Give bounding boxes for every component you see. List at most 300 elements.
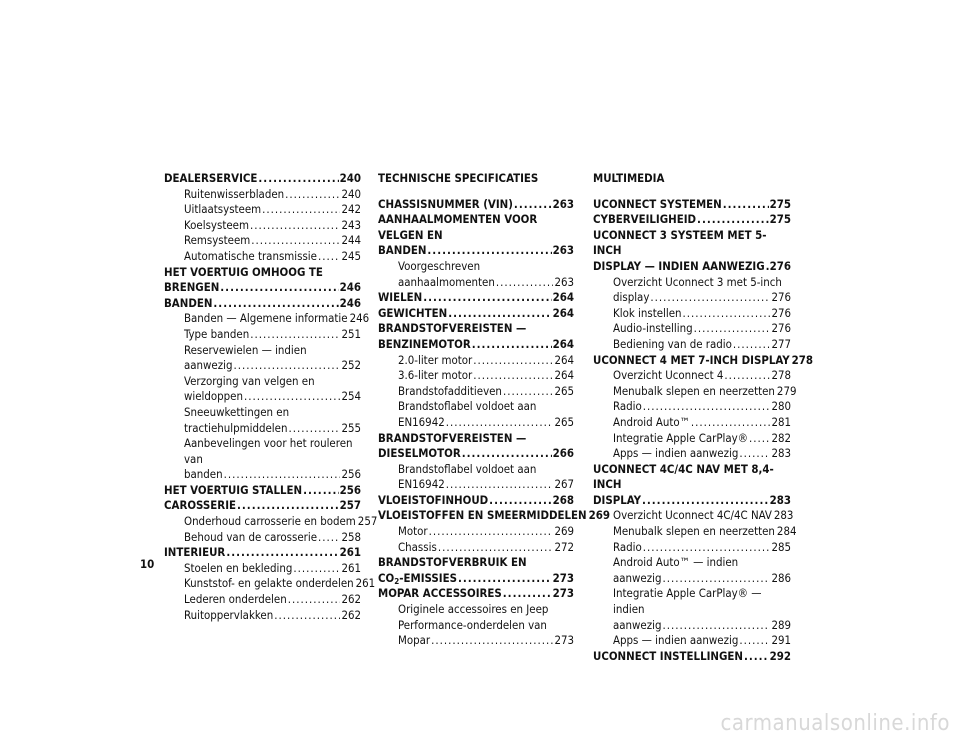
toc-subsection[interactable] bbox=[593, 555, 791, 586]
column-heading: TECHNISCHE SPECIFICATIES bbox=[378, 171, 539, 185]
toc-entry-title bbox=[164, 171, 257, 187]
toc-section[interactable] bbox=[593, 212, 791, 228]
watermark: carmanualsonline.info bbox=[720, 711, 950, 736]
toc-entry-title-text: Ruitenwisserbladen bbox=[184, 186, 285, 201]
dot-leader bbox=[503, 586, 552, 602]
page-ref: 255 bbox=[341, 420, 361, 435]
page-ref: 245 bbox=[341, 248, 361, 263]
toc-entry-title-line: HET VOERTUIG OMHOOG TE bbox=[164, 264, 323, 279]
toc-subsection[interactable] bbox=[164, 374, 361, 405]
dot-leader bbox=[431, 633, 553, 649]
toc-entry-row bbox=[184, 202, 361, 218]
toc-entry-title bbox=[378, 446, 461, 462]
toc-entry-title-line: UCONNECT 4C/4C NAV MET 8,4-INCH bbox=[593, 461, 774, 492]
dot-leader bbox=[724, 368, 770, 384]
toc-entry-title-text: Android Auto™ bbox=[613, 414, 690, 429]
page-ref: 246 bbox=[349, 311, 370, 326]
page-number: 10 bbox=[140, 557, 155, 571]
toc-section[interactable] bbox=[164, 265, 361, 296]
toc-entry-title bbox=[378, 508, 587, 524]
dot-leader bbox=[220, 280, 338, 296]
toc-entry-row bbox=[184, 358, 361, 374]
toc-entry-row bbox=[398, 477, 574, 493]
toc-entry-title bbox=[184, 311, 348, 327]
toc-entry-row bbox=[164, 483, 361, 499]
toc-entry-title-text: Ruitoppervlakken bbox=[184, 607, 274, 622]
toc-entry-title-text: BANDEN bbox=[164, 295, 213, 310]
toc-subsection[interactable] bbox=[378, 399, 574, 430]
toc-subsection[interactable] bbox=[164, 561, 361, 577]
toc-subsection[interactable] bbox=[378, 524, 574, 540]
page-ref: 264 bbox=[554, 352, 574, 367]
toc-entry-row bbox=[613, 306, 791, 322]
page-ref: 278 bbox=[771, 368, 791, 383]
page-ref: 263 bbox=[554, 274, 574, 289]
toc-entry-title-text: Apps — indien aanwezig bbox=[613, 446, 739, 461]
toc-entry-row bbox=[613, 571, 791, 587]
toc-entry-row bbox=[164, 498, 361, 514]
page-ref: 275 bbox=[769, 196, 791, 211]
toc-subsection[interactable] bbox=[378, 353, 574, 369]
toc-entry-title-text: Remsysteem bbox=[184, 233, 251, 248]
toc-entry-row bbox=[613, 618, 791, 634]
toc-section[interactable] bbox=[378, 586, 574, 602]
toc-subsection[interactable] bbox=[164, 576, 376, 592]
toc-entry-row bbox=[613, 383, 797, 400]
toc-entry-title-line: Sneeuwkettingen en bbox=[184, 404, 290, 419]
toc-entry-title bbox=[378, 493, 488, 509]
page-ref: 244 bbox=[341, 233, 361, 248]
toc-entry-title-text: Uitlaatsysteem bbox=[184, 202, 262, 217]
toc-subsection[interactable] bbox=[593, 399, 791, 415]
dot-leader bbox=[446, 415, 554, 431]
toc-entry-title-text: aanwezig bbox=[613, 617, 662, 632]
page-ref: 285 bbox=[771, 539, 791, 554]
page-ref: 242 bbox=[341, 202, 361, 217]
page-ref: 264 bbox=[552, 305, 574, 320]
toc-entry-row bbox=[184, 530, 361, 546]
toc-entry-row bbox=[613, 415, 791, 431]
toc-subsection[interactable] bbox=[164, 405, 361, 436]
toc-section[interactable] bbox=[593, 649, 791, 665]
toc-entry-row bbox=[613, 321, 791, 337]
toc-subsection[interactable] bbox=[593, 337, 791, 353]
dot-leader bbox=[766, 259, 769, 275]
toc-subsection[interactable] bbox=[164, 436, 361, 483]
toc-subsection[interactable] bbox=[164, 311, 370, 327]
dot-leader bbox=[473, 353, 553, 369]
toc-section[interactable] bbox=[378, 555, 574, 586]
toc-entry-title-text: -EMISSIES bbox=[399, 570, 457, 585]
toc-entry-title bbox=[184, 421, 287, 437]
toc-entry-row bbox=[593, 197, 791, 213]
toc-entry-title bbox=[184, 358, 232, 374]
toc-entry-title-text: Audio-instelling bbox=[613, 321, 693, 336]
toc-entry-title-text: Automatische transmissie bbox=[184, 248, 317, 263]
toc-entry-row bbox=[184, 592, 361, 608]
page-ref: 267 bbox=[554, 477, 574, 492]
toc-entry-title bbox=[184, 233, 250, 249]
page-ref: 266 bbox=[552, 446, 574, 461]
toc-entry-row bbox=[593, 212, 791, 228]
toc-entry-title-text: Motor bbox=[398, 524, 428, 539]
toc-entry-row bbox=[378, 508, 610, 524]
page-ref: 283 bbox=[773, 508, 794, 523]
toc-subsection[interactable] bbox=[593, 415, 791, 431]
toc-entry-title bbox=[613, 508, 772, 524]
toc-subsection[interactable] bbox=[164, 202, 361, 218]
toc-subsection[interactable] bbox=[593, 633, 791, 649]
toc-entry-title-line: Verzorging van velgen en bbox=[184, 373, 315, 388]
toc-entry-title-text: display bbox=[613, 290, 650, 305]
toc-entry-title-text: UCONNECT 4 MET 7-INCH DISPLAY bbox=[593, 352, 790, 367]
toc-subsection[interactable] bbox=[593, 383, 797, 400]
toc-entry-row bbox=[613, 399, 791, 415]
toc-entry-title-text: banden bbox=[184, 467, 223, 482]
toc-entry-title bbox=[613, 618, 661, 634]
page-ref: 273 bbox=[554, 633, 574, 648]
page-ref: 276 bbox=[771, 290, 791, 305]
page-ref: 263 bbox=[552, 243, 574, 258]
toc-entry-title-text: GEWICHTEN bbox=[378, 305, 448, 320]
toc-entry-title-text: Integratie Apple CarPlay® bbox=[613, 430, 748, 445]
toc-entry-title-text: MOPAR ACCESSOIRES bbox=[378, 586, 502, 601]
toc-entry-title-text: wieldoppen bbox=[184, 389, 243, 404]
toc-entry-title bbox=[593, 649, 743, 665]
dot-leader bbox=[683, 306, 771, 322]
toc-entry-row bbox=[398, 633, 574, 649]
toc-entry-title-text: Kunststof- en gelakte onderdelen bbox=[184, 576, 354, 591]
page-ref: 264 bbox=[554, 368, 574, 383]
toc-entry-title-text: Radio bbox=[613, 539, 642, 554]
dot-leader bbox=[642, 493, 769, 509]
toc-section[interactable] bbox=[164, 545, 361, 561]
dot-leader bbox=[288, 592, 341, 608]
page-ref: 283 bbox=[769, 492, 791, 507]
toc-subsection[interactable] bbox=[378, 368, 574, 384]
toc-entry-title bbox=[398, 368, 472, 384]
toc-subsection[interactable] bbox=[164, 187, 361, 203]
dot-leader bbox=[285, 187, 340, 203]
toc-entry-title-line: Reservewielen — indien bbox=[184, 342, 307, 357]
toc-section[interactable] bbox=[378, 493, 574, 509]
dot-leader bbox=[744, 649, 769, 665]
toc-entry-title bbox=[398, 353, 472, 369]
dot-leader bbox=[213, 296, 338, 312]
page-ref: 261 bbox=[355, 576, 376, 591]
toc-subsection[interactable] bbox=[593, 446, 791, 462]
toc-entry-row bbox=[184, 327, 361, 343]
toc-section[interactable] bbox=[164, 171, 361, 187]
toc-entry-title-line: Voorgeschreven bbox=[398, 258, 481, 273]
toc-subsection[interactable] bbox=[593, 524, 797, 540]
toc-entry-title-line: UCONNECT 3 SYSTEEM MET 5-INCH bbox=[593, 227, 767, 258]
page-ref: 272 bbox=[554, 539, 574, 554]
toc-entry-row bbox=[184, 576, 376, 592]
dot-leader bbox=[650, 290, 770, 306]
dot-leader bbox=[446, 477, 554, 493]
toc-entry-title bbox=[613, 524, 775, 540]
toc-entry-title-text: Klok instellen bbox=[613, 305, 682, 320]
toc-entry-title bbox=[593, 353, 790, 369]
toc-subsection[interactable] bbox=[164, 608, 361, 624]
page-ref: 286 bbox=[771, 570, 791, 585]
toc-section[interactable] bbox=[164, 296, 361, 312]
toc-entry-title bbox=[398, 524, 428, 540]
toc-entry-title-text: aanwezig bbox=[613, 570, 662, 585]
toc-entry-title bbox=[593, 197, 722, 213]
dot-leader bbox=[489, 493, 551, 509]
toc-entry-title bbox=[593, 259, 765, 275]
dot-leader bbox=[691, 415, 771, 431]
toc-entry-title bbox=[613, 384, 775, 400]
toc-entry-title-line: Brandstoflabel voldoet aan bbox=[398, 399, 537, 414]
toc-section[interactable] bbox=[378, 290, 574, 306]
dot-leader bbox=[251, 233, 340, 249]
toc-entry-title bbox=[164, 280, 219, 296]
toc-entry-row bbox=[398, 275, 574, 291]
toc-entry-title-text: 2.0-liter motor bbox=[398, 352, 473, 367]
toc-entry-title bbox=[164, 483, 302, 499]
dot-leader bbox=[237, 498, 339, 514]
toc-section[interactable] bbox=[378, 197, 574, 213]
toc-subsection[interactable] bbox=[593, 508, 794, 524]
toc-entry-title-text: Overzicht Uconnect 4C/4C NAV bbox=[613, 508, 772, 523]
toc-entry-title-line: BRANDSTOFVEREISTEN — bbox=[378, 430, 527, 445]
toc-section[interactable] bbox=[593, 352, 814, 369]
toc-entry-title bbox=[378, 306, 447, 322]
dot-leader bbox=[697, 212, 769, 228]
toc-entry-title bbox=[378, 243, 426, 259]
page-ref: 273 bbox=[552, 570, 574, 585]
dot-leader bbox=[293, 561, 340, 577]
toc-entry-title bbox=[164, 498, 236, 514]
toc-section[interactable] bbox=[593, 197, 791, 213]
dot-leader bbox=[274, 608, 340, 624]
toc-entry-row bbox=[184, 421, 361, 437]
page-ref: 252 bbox=[341, 358, 361, 373]
dot-leader bbox=[643, 540, 771, 556]
dot-leader bbox=[288, 421, 340, 437]
toc-entry-title-line: Originele accessoires en Jeep bbox=[398, 602, 549, 617]
toc-entry-row bbox=[613, 368, 791, 384]
dot-leader bbox=[749, 431, 770, 447]
dot-leader bbox=[448, 306, 551, 322]
toc-entry-title bbox=[398, 415, 445, 431]
toc-entry-title bbox=[593, 493, 641, 509]
dot-leader bbox=[429, 524, 554, 540]
page-ref: 276 bbox=[771, 305, 791, 320]
toc-entry-row bbox=[184, 467, 361, 483]
toc-entry-title-line: Integratie Apple CarPlay® — indien bbox=[613, 586, 762, 617]
toc-entry-title-text: Lederen onderdelen bbox=[184, 592, 287, 607]
page-ref: 273 bbox=[552, 586, 574, 601]
page-ref: 278 bbox=[791, 352, 814, 367]
dot-leader bbox=[258, 171, 338, 187]
toc-subsection[interactable] bbox=[164, 343, 361, 374]
toc-entry-title-text: Koelsysteem bbox=[184, 217, 249, 232]
toc-entry-row bbox=[164, 280, 361, 296]
toc-entry-title-text: 3.6-liter motor bbox=[398, 368, 473, 383]
toc-section[interactable] bbox=[164, 483, 361, 499]
toc-subsection[interactable] bbox=[164, 327, 361, 343]
toc-entry-title-text: Mopar bbox=[398, 633, 431, 648]
dot-leader bbox=[643, 399, 771, 415]
page-ref: 240 bbox=[341, 186, 361, 201]
toc-subsection[interactable] bbox=[164, 592, 361, 608]
page-ref: 277 bbox=[771, 336, 791, 351]
page-ref: 280 bbox=[771, 399, 791, 414]
page-ref: 269 bbox=[554, 524, 574, 539]
toc-entry-title-text: Banden — Algemene informatie bbox=[184, 311, 348, 326]
toc-entry-row bbox=[378, 243, 574, 259]
page-ref: 275 bbox=[769, 212, 791, 227]
toc-entry-title bbox=[184, 327, 249, 343]
toc-subsection[interactable] bbox=[593, 306, 791, 322]
toc-subsection[interactable] bbox=[164, 249, 361, 265]
toc-section[interactable] bbox=[593, 228, 791, 275]
toc-entry-row bbox=[398, 540, 574, 556]
toc-section[interactable] bbox=[378, 321, 574, 352]
toc-entry-row bbox=[378, 337, 574, 353]
toc-entry-title-line: BRANDSTOFVEREISTEN — bbox=[378, 321, 527, 336]
toc-entry-row bbox=[184, 514, 378, 530]
toc-entry-title bbox=[184, 608, 273, 624]
toc-entry-title-text: DISPLAY — INDIEN AANWEZIG bbox=[593, 258, 765, 273]
dot-leader bbox=[503, 384, 554, 400]
toc-entry-row bbox=[184, 233, 361, 249]
page-ref: 269 bbox=[588, 508, 610, 523]
toc-entry-title-text: Stoelen en bekleding bbox=[184, 560, 293, 575]
toc-subsection[interactable] bbox=[593, 540, 791, 556]
toc-entry-title bbox=[184, 514, 356, 530]
toc-entry-title bbox=[184, 389, 243, 405]
dot-leader bbox=[226, 545, 338, 561]
toc-section[interactable] bbox=[164, 498, 361, 514]
toc-entry-title bbox=[378, 571, 457, 587]
toc-entry-title-line: Performance-onderdelen van bbox=[398, 617, 547, 632]
toc-subsection[interactable] bbox=[593, 275, 791, 306]
page-ref: 261 bbox=[339, 545, 361, 560]
dot-leader bbox=[723, 197, 769, 213]
toc-section[interactable] bbox=[378, 431, 574, 462]
toc-entry-row bbox=[398, 353, 574, 369]
toc-entry-title-text: CHASSISNUMMER (VIN) bbox=[378, 196, 513, 211]
toc-section[interactable] bbox=[378, 508, 610, 524]
toc-entry-title-text: Behoud van de carosserie bbox=[184, 529, 318, 544]
page-ref: 265 bbox=[554, 383, 574, 398]
toc-entry-title bbox=[613, 368, 723, 384]
page-ref: 276 bbox=[771, 321, 791, 336]
toc-entry-row bbox=[378, 197, 574, 213]
dot-leader bbox=[244, 389, 340, 405]
page-ref: 256 bbox=[339, 482, 361, 497]
dot-leader bbox=[318, 530, 340, 546]
toc-subsection[interactable] bbox=[164, 530, 361, 546]
toc-entry-row bbox=[593, 259, 791, 275]
toc-entry-title-text: BRENGEN bbox=[164, 280, 220, 295]
toc-entry-row bbox=[613, 337, 791, 353]
toc-entry-row bbox=[613, 290, 791, 306]
toc-entry-row bbox=[164, 171, 361, 187]
toc-subsection[interactable] bbox=[378, 540, 574, 556]
toc-section[interactable] bbox=[378, 212, 574, 259]
toc-entry-row bbox=[184, 187, 361, 203]
toc-entry-row bbox=[184, 389, 361, 405]
dot-leader bbox=[233, 358, 340, 374]
toc-entry-title-text: Type banden bbox=[184, 326, 250, 341]
toc-entry-title bbox=[184, 576, 354, 592]
page-ref: 276 bbox=[769, 258, 791, 273]
toc-subsection[interactable] bbox=[164, 514, 378, 530]
toc-entry-title-text: Apps — indien aanwezig bbox=[613, 633, 739, 648]
toc-entry-title bbox=[613, 337, 732, 353]
toc-subsection[interactable] bbox=[378, 462, 574, 493]
toc-entry-row bbox=[184, 249, 361, 265]
toc-column-1 bbox=[164, 171, 378, 623]
toc-entry-row bbox=[378, 446, 574, 462]
toc-entry-title bbox=[378, 586, 502, 602]
dot-leader bbox=[514, 197, 552, 213]
toc-subsection[interactable] bbox=[593, 586, 791, 633]
toc-entry-title-text: Menubalk slepen en neerzetten bbox=[613, 383, 775, 398]
toc-subsection[interactable] bbox=[593, 321, 791, 337]
toc-entry-title-text: VLOEISTOFFEN EN SMEERMIDDELEN bbox=[378, 508, 587, 523]
dot-leader bbox=[694, 321, 771, 337]
toc-subsection[interactable] bbox=[164, 218, 361, 234]
toc-subsection[interactable] bbox=[378, 602, 574, 649]
toc-entry-title bbox=[164, 545, 225, 561]
toc-entry-title-text: Brandstofadditieven bbox=[398, 383, 502, 398]
toc-entry-title-text: Menubalk slepen en neerzetten bbox=[613, 524, 775, 539]
toc-entry-title-text: CAROSSERIE bbox=[164, 498, 237, 513]
toc-entry-row bbox=[184, 561, 361, 577]
toc-entry-title-text: INTERIEUR bbox=[164, 545, 226, 560]
toc-subsection[interactable] bbox=[593, 431, 791, 447]
toc-subsection[interactable] bbox=[378, 384, 574, 400]
toc-entry-title-text: Chassis bbox=[398, 539, 437, 554]
toc-entry-row bbox=[164, 296, 361, 312]
toc-section[interactable] bbox=[378, 306, 574, 322]
page-ref: 262 bbox=[341, 592, 361, 607]
toc-entry-title bbox=[378, 337, 471, 353]
toc-entry-title bbox=[613, 571, 661, 587]
toc-subsection[interactable] bbox=[164, 233, 361, 249]
page-ref: 240 bbox=[339, 171, 361, 185]
toc-entry-title-text: aanhaalmomenten bbox=[398, 274, 495, 289]
toc-subsection[interactable] bbox=[378, 259, 574, 290]
page-ref: 283 bbox=[771, 446, 791, 461]
page-ref: 246 bbox=[339, 295, 361, 310]
dot-leader bbox=[438, 540, 554, 556]
toc-entry-row bbox=[184, 311, 370, 327]
page-ref: 268 bbox=[552, 492, 574, 507]
toc-entry-title-text: DISPLAY bbox=[593, 492, 641, 507]
page-ref: 257 bbox=[357, 514, 378, 529]
toc-entry-title-text: Bediening van de radio bbox=[613, 336, 732, 351]
dot-leader bbox=[318, 249, 340, 265]
toc-section[interactable] bbox=[593, 462, 791, 509]
dot-leader bbox=[224, 467, 341, 483]
toc-entry-title-text: aanwezig bbox=[184, 358, 233, 373]
dot-leader bbox=[662, 618, 770, 634]
toc-entry-title bbox=[184, 467, 223, 483]
dot-leader bbox=[473, 368, 553, 384]
toc-entry-title-line: Aanbevelingen voor het rouleren van bbox=[184, 436, 353, 466]
toc-entry-title-text: WIELEN bbox=[378, 290, 423, 305]
dot-leader bbox=[496, 275, 554, 291]
toc-subsection[interactable] bbox=[593, 368, 791, 384]
